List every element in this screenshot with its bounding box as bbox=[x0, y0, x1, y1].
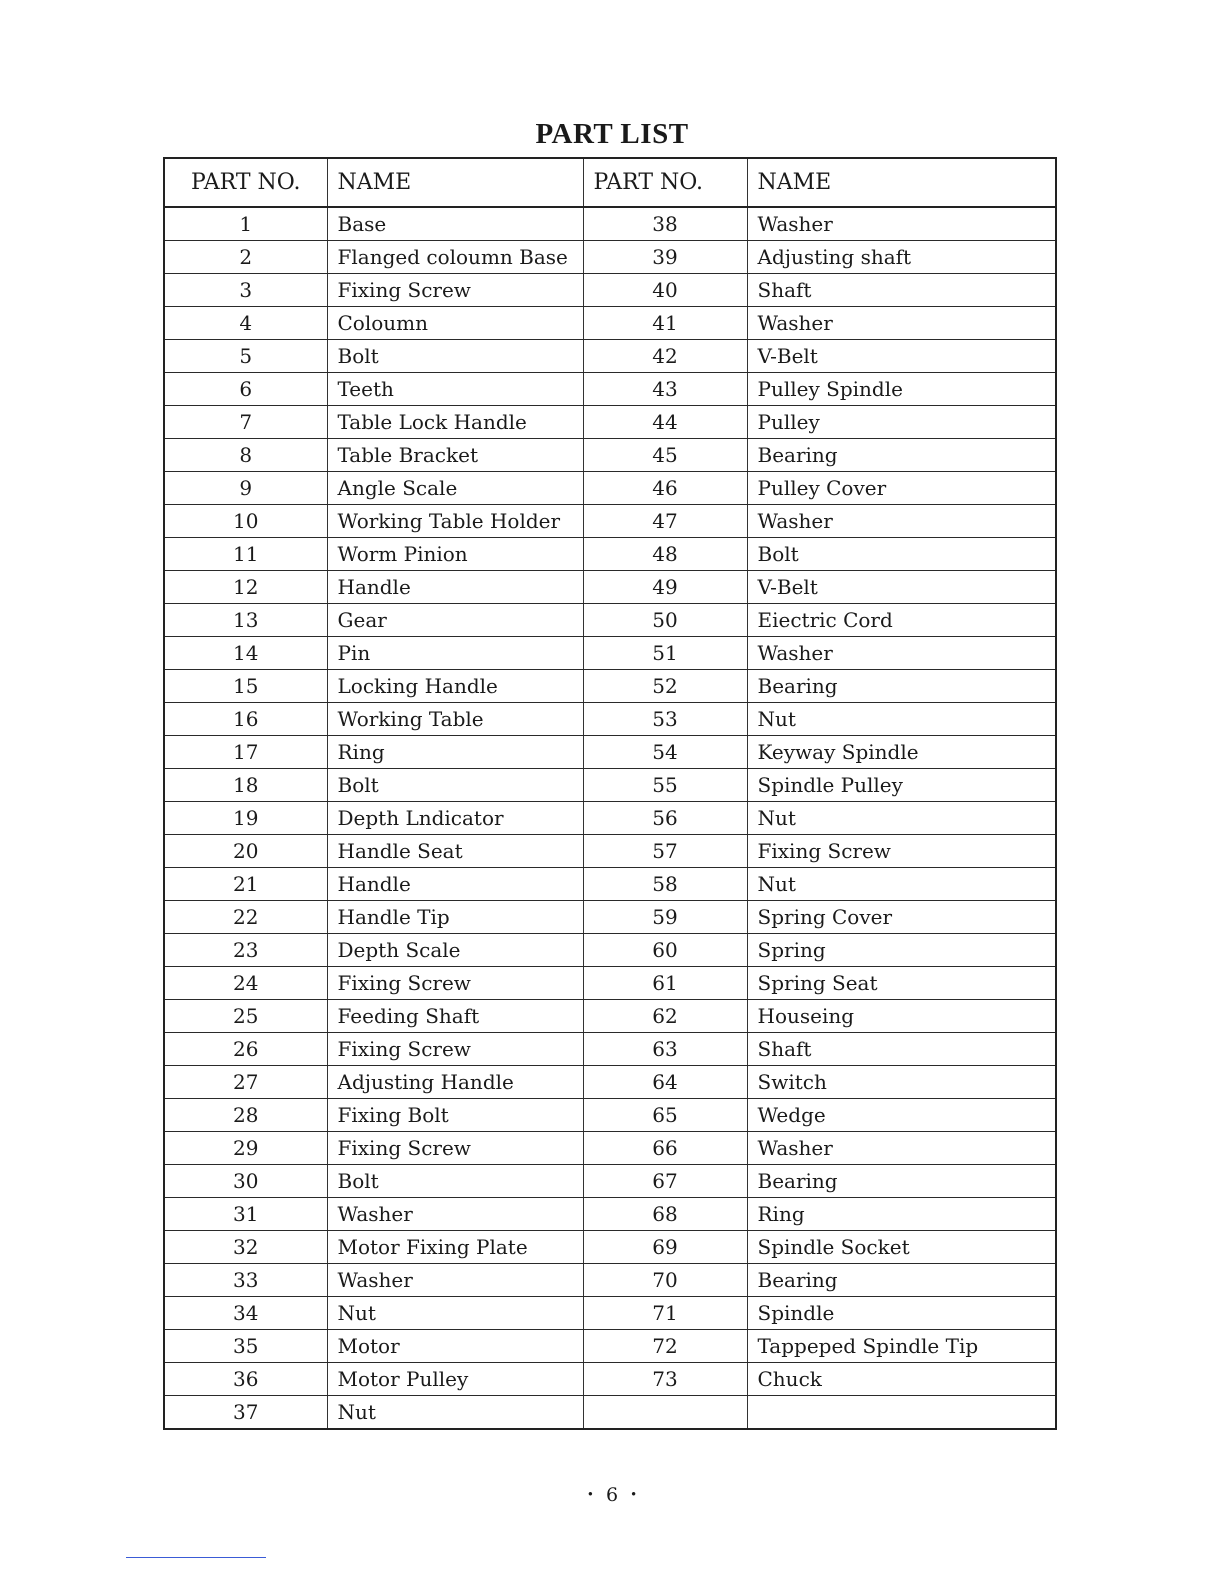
part-name-cell: Motor Fixing Plate bbox=[327, 1231, 583, 1264]
part-no-cell: 58 bbox=[583, 868, 747, 901]
part-name-cell: Switch bbox=[747, 1066, 1056, 1099]
part-list-table bbox=[163, 157, 1057, 1430]
part-no-cell: 39 bbox=[583, 241, 747, 274]
part-no-cell: 23 bbox=[164, 934, 327, 967]
part-name-cell: Pin bbox=[327, 637, 583, 670]
table-row bbox=[164, 868, 1056, 901]
table-row bbox=[164, 472, 1056, 505]
part-no-cell: 59 bbox=[583, 901, 747, 934]
part-no-cell: 70 bbox=[583, 1264, 747, 1297]
part-name-cell: Worm Pinion bbox=[327, 538, 583, 571]
part-no-cell: 44 bbox=[583, 406, 747, 439]
part-name-cell: Spring Cover bbox=[747, 901, 1056, 934]
part-no-cell: 72 bbox=[583, 1330, 747, 1363]
table-row bbox=[164, 1396, 1056, 1430]
header-part-no: PART NO. bbox=[164, 158, 327, 207]
table-row bbox=[164, 1198, 1056, 1231]
part-name-cell: Bolt bbox=[327, 769, 583, 802]
part-name-cell: Table Lock Handle bbox=[327, 406, 583, 439]
part-no-cell: 3 bbox=[164, 274, 327, 307]
part-name-cell: Handle Tip bbox=[327, 901, 583, 934]
part-no-cell: 25 bbox=[164, 1000, 327, 1033]
table-header bbox=[164, 158, 1056, 207]
table-row bbox=[164, 901, 1056, 934]
part-no-cell: 12 bbox=[164, 571, 327, 604]
table-row bbox=[164, 1099, 1056, 1132]
part-no-cell: 51 bbox=[583, 637, 747, 670]
part-name-cell: Adjusting Handle bbox=[327, 1066, 583, 1099]
part-name-cell: Teeth bbox=[327, 373, 583, 406]
part-name-cell: Nut bbox=[327, 1297, 583, 1330]
part-no-cell: 14 bbox=[164, 637, 327, 670]
part-name-cell: Nut bbox=[747, 868, 1056, 901]
part-name-cell: Motor Pulley bbox=[327, 1363, 583, 1396]
part-name-cell: Nut bbox=[747, 703, 1056, 736]
part-name-cell: Handle Seat bbox=[327, 835, 583, 868]
part-no-cell: 34 bbox=[164, 1297, 327, 1330]
table-row bbox=[164, 1000, 1056, 1033]
part-no-cell: 47 bbox=[583, 505, 747, 538]
part-no-cell: 67 bbox=[583, 1165, 747, 1198]
part-no-cell: 69 bbox=[583, 1231, 747, 1264]
table-row bbox=[164, 538, 1056, 571]
part-no-cell: 13 bbox=[164, 604, 327, 637]
part-name-cell: Motor bbox=[327, 1330, 583, 1363]
part-name-cell: Washer bbox=[327, 1264, 583, 1297]
table-row bbox=[164, 1363, 1056, 1396]
table-row bbox=[164, 1231, 1056, 1264]
part-name-cell: Working Table bbox=[327, 703, 583, 736]
part-name-cell: Bolt bbox=[327, 340, 583, 373]
part-name-cell: Fixing Screw bbox=[327, 1033, 583, 1066]
part-no-cell: 40 bbox=[583, 274, 747, 307]
part-no-cell: 64 bbox=[583, 1066, 747, 1099]
table-row bbox=[164, 637, 1056, 670]
part-name-cell: Fixing Screw bbox=[747, 835, 1056, 868]
part-no-cell: 71 bbox=[583, 1297, 747, 1330]
part-no-cell: 7 bbox=[164, 406, 327, 439]
part-no-cell: 9 bbox=[164, 472, 327, 505]
part-name-cell: Handle bbox=[327, 868, 583, 901]
part-no-cell: 62 bbox=[583, 1000, 747, 1033]
table-row bbox=[164, 1297, 1056, 1330]
part-no-cell: 24 bbox=[164, 967, 327, 1000]
part-name-cell: Fixing Screw bbox=[327, 274, 583, 307]
part-no-cell: 29 bbox=[164, 1132, 327, 1165]
part-name-cell: Spindle Pulley bbox=[747, 769, 1056, 802]
part-no-cell: 41 bbox=[583, 307, 747, 340]
part-name-cell: Bolt bbox=[327, 1165, 583, 1198]
part-no-cell: 18 bbox=[164, 769, 327, 802]
part-no-cell: 17 bbox=[164, 736, 327, 769]
part-no-cell: 66 bbox=[583, 1132, 747, 1165]
part-name-cell: Washer bbox=[747, 637, 1056, 670]
table-row bbox=[164, 934, 1056, 967]
table-row bbox=[164, 1132, 1056, 1165]
part-name-cell: Ring bbox=[327, 736, 583, 769]
part-name-cell: Handle bbox=[327, 571, 583, 604]
part-name-cell: Pulley Spindle bbox=[747, 373, 1056, 406]
part-name-cell: Spindle Socket bbox=[747, 1231, 1056, 1264]
part-no-cell: 27 bbox=[164, 1066, 327, 1099]
part-no-cell: 33 bbox=[164, 1264, 327, 1297]
part-name-cell: Locking Handle bbox=[327, 670, 583, 703]
part-name-cell: Nut bbox=[747, 802, 1056, 835]
table-row bbox=[164, 1264, 1056, 1297]
table-row bbox=[164, 439, 1056, 472]
part-no-cell: 15 bbox=[164, 670, 327, 703]
table-row bbox=[164, 967, 1056, 1000]
table-row bbox=[164, 769, 1056, 802]
part-name-cell: Spring bbox=[747, 934, 1056, 967]
part-name-cell: Fixing Bolt bbox=[327, 1099, 583, 1132]
table-row bbox=[164, 1066, 1056, 1099]
part-name-cell: Ring bbox=[747, 1198, 1056, 1231]
part-name-cell: Bearing bbox=[747, 670, 1056, 703]
part-no-cell: 20 bbox=[164, 835, 327, 868]
part-name-cell: Flanged coloumn Base bbox=[327, 241, 583, 274]
table-row bbox=[164, 571, 1056, 604]
header-name: NAME bbox=[747, 158, 1056, 207]
part-no-cell: 61 bbox=[583, 967, 747, 1000]
table-row bbox=[164, 373, 1056, 406]
part-no-cell: 28 bbox=[164, 1099, 327, 1132]
part-name-cell: V-Belt bbox=[747, 571, 1056, 604]
part-no-cell: 11 bbox=[164, 538, 327, 571]
table-row bbox=[164, 274, 1056, 307]
part-name-cell: Bearing bbox=[747, 1264, 1056, 1297]
part-no-cell: 60 bbox=[583, 934, 747, 967]
part-name-cell: Nut bbox=[327, 1396, 583, 1430]
part-no-cell: 8 bbox=[164, 439, 327, 472]
part-name-cell: Shaft bbox=[747, 274, 1056, 307]
part-no-cell: 2 bbox=[164, 241, 327, 274]
part-name-cell: Adjusting shaft bbox=[747, 241, 1056, 274]
part-no-cell: 22 bbox=[164, 901, 327, 934]
part-name-cell: Base bbox=[327, 207, 583, 241]
part-no-cell: 10 bbox=[164, 505, 327, 538]
part-name-cell: Depth Lndicator bbox=[327, 802, 583, 835]
part-no-cell: 21 bbox=[164, 868, 327, 901]
part-no-cell: 31 bbox=[164, 1198, 327, 1231]
header-name: NAME bbox=[327, 158, 583, 207]
part-no-cell: 52 bbox=[583, 670, 747, 703]
part-name-cell bbox=[747, 1396, 1056, 1430]
part-name-cell: Washer bbox=[747, 207, 1056, 241]
part-no-cell: 55 bbox=[583, 769, 747, 802]
part-name-cell: Angle Scale bbox=[327, 472, 583, 505]
part-no-cell: 54 bbox=[583, 736, 747, 769]
table-row bbox=[164, 835, 1056, 868]
part-name-cell: Spring Seat bbox=[747, 967, 1056, 1000]
part-name-cell: Wedge bbox=[747, 1099, 1056, 1132]
table-row bbox=[164, 1165, 1056, 1198]
part-name-cell: Bearing bbox=[747, 439, 1056, 472]
table-row bbox=[164, 1033, 1056, 1066]
part-no-cell: 63 bbox=[583, 1033, 747, 1066]
part-name-cell: Spindle bbox=[747, 1297, 1056, 1330]
part-name-cell: Eiectric Cord bbox=[747, 604, 1056, 637]
part-no-cell: 57 bbox=[583, 835, 747, 868]
part-no-cell: 73 bbox=[583, 1363, 747, 1396]
page-number: ・ 6 ・ bbox=[580, 1484, 644, 1506]
part-name-cell: Washer bbox=[747, 505, 1056, 538]
bottom-divider-line bbox=[126, 1557, 266, 1558]
part-name-cell: V-Belt bbox=[747, 340, 1056, 373]
part-no-cell: 68 bbox=[583, 1198, 747, 1231]
table-row bbox=[164, 703, 1056, 736]
table-row bbox=[164, 1330, 1056, 1363]
part-no-cell: 30 bbox=[164, 1165, 327, 1198]
table-row bbox=[164, 505, 1056, 538]
part-name-cell: Gear bbox=[327, 604, 583, 637]
part-no-cell: 50 bbox=[583, 604, 747, 637]
table-row bbox=[164, 340, 1056, 373]
part-name-cell: Washer bbox=[747, 307, 1056, 340]
part-name-cell: Chuck bbox=[747, 1363, 1056, 1396]
part-name-cell: Houseing bbox=[747, 1000, 1056, 1033]
part-name-cell: Feeding Shaft bbox=[327, 1000, 583, 1033]
part-name-cell: Working Table Holder bbox=[327, 505, 583, 538]
part-name-cell: Keyway Spindle bbox=[747, 736, 1056, 769]
part-no-cell: 48 bbox=[583, 538, 747, 571]
part-no-cell: 38 bbox=[583, 207, 747, 241]
part-no-cell: 5 bbox=[164, 340, 327, 373]
table-row bbox=[164, 406, 1056, 439]
part-no-cell: 53 bbox=[583, 703, 747, 736]
part-no-cell: 49 bbox=[583, 571, 747, 604]
part-no-cell: 56 bbox=[583, 802, 747, 835]
table-body bbox=[164, 207, 1056, 1429]
part-name-cell: Pulley bbox=[747, 406, 1056, 439]
header-part-no: PART NO. bbox=[583, 158, 747, 207]
table-row bbox=[164, 241, 1056, 274]
part-name-cell: Fixing Screw bbox=[327, 1132, 583, 1165]
part-name-cell: Bolt bbox=[747, 538, 1056, 571]
table-row bbox=[164, 802, 1056, 835]
part-name-cell: Table Bracket bbox=[327, 439, 583, 472]
table-row bbox=[164, 736, 1056, 769]
part-no-cell: 35 bbox=[164, 1330, 327, 1363]
part-no-cell: 43 bbox=[583, 373, 747, 406]
header-row bbox=[164, 158, 1056, 207]
part-name-cell: Tappeped Spindle Tip bbox=[747, 1330, 1056, 1363]
part-name-cell: Washer bbox=[327, 1198, 583, 1231]
part-name-cell: Washer bbox=[747, 1132, 1056, 1165]
table-row bbox=[164, 604, 1056, 637]
part-name-cell: Bearing bbox=[747, 1165, 1056, 1198]
part-no-cell: 42 bbox=[583, 340, 747, 373]
part-no-cell: 37 bbox=[164, 1396, 327, 1430]
part-name-cell: Pulley Cover bbox=[747, 472, 1056, 505]
part-name-cell: Depth Scale bbox=[327, 934, 583, 967]
table-row bbox=[164, 670, 1056, 703]
part-no-cell: 16 bbox=[164, 703, 327, 736]
part-no-cell: 32 bbox=[164, 1231, 327, 1264]
page-title: PART LIST bbox=[535, 118, 689, 150]
table-row bbox=[164, 207, 1056, 241]
part-no-cell: 4 bbox=[164, 307, 327, 340]
part-name-cell: Shaft bbox=[747, 1033, 1056, 1066]
part-name-cell: Coloumn bbox=[327, 307, 583, 340]
table-row bbox=[164, 307, 1056, 340]
part-no-cell: 26 bbox=[164, 1033, 327, 1066]
part-no-cell bbox=[583, 1396, 747, 1430]
part-no-cell: 19 bbox=[164, 802, 327, 835]
part-no-cell: 36 bbox=[164, 1363, 327, 1396]
part-no-cell: 45 bbox=[583, 439, 747, 472]
part-no-cell: 6 bbox=[164, 373, 327, 406]
part-no-cell: 1 bbox=[164, 207, 327, 241]
part-no-cell: 65 bbox=[583, 1099, 747, 1132]
part-name-cell: Fixing Screw bbox=[327, 967, 583, 1000]
part-no-cell: 46 bbox=[583, 472, 747, 505]
